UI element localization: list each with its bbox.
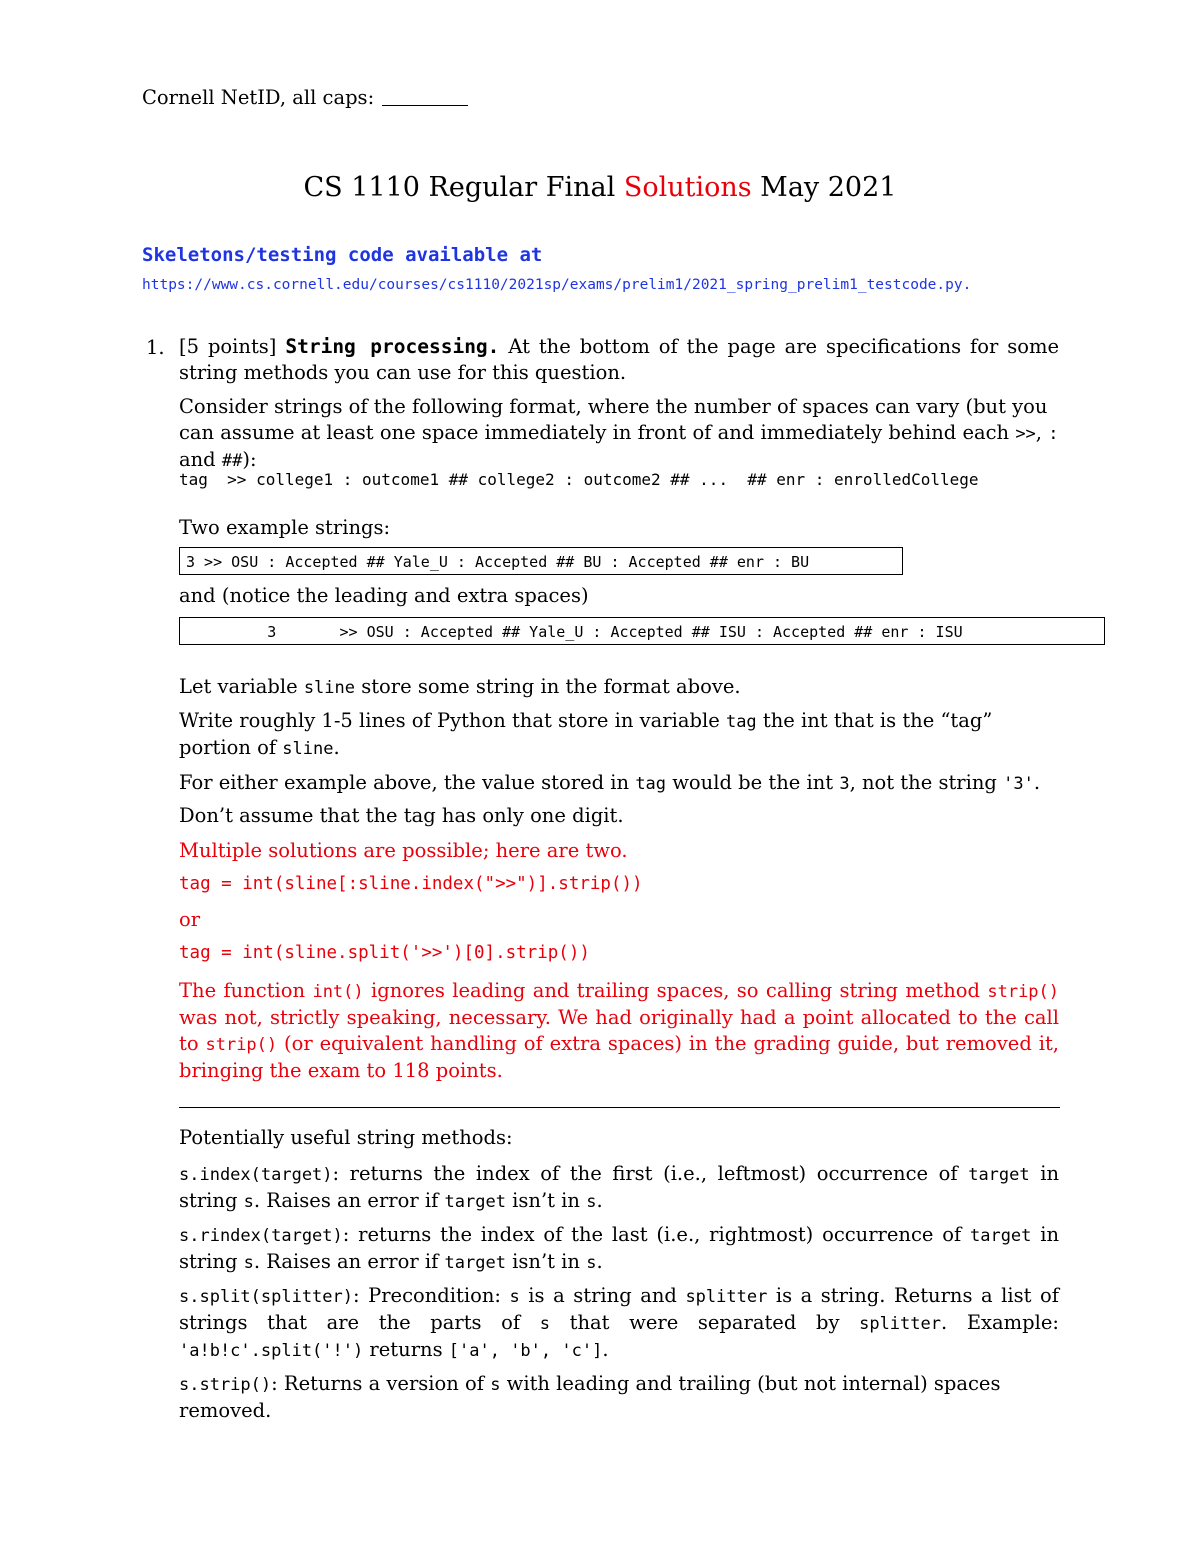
solution-code-1: tag = int(sline[:sline.index(">>")].strip()) — [179, 874, 643, 894]
method-index — [179, 1161, 1059, 1215]
netid-field — [142, 86, 468, 109]
sep: and — [179, 448, 222, 471]
var: target — [968, 1165, 1030, 1185]
var: target — [444, 1192, 506, 1212]
method-split — [179, 1283, 1059, 1364]
method-signature: s.split(splitter) — [179, 1287, 353, 1307]
text: : Precondition: — [353, 1284, 510, 1307]
text: . — [1033, 771, 1041, 794]
var: s — [586, 1192, 597, 1212]
skeleton-heading: Skeletons/testing code available at — [142, 244, 543, 266]
text: in string — [179, 1162, 1059, 1212]
text: store some string in the format above. — [355, 675, 741, 698]
var: target — [969, 1226, 1032, 1246]
text: For either example above, the value stored in — [179, 771, 636, 794]
text: : returns the index of the last (i.e., rightmost) occurrence of — [342, 1223, 970, 1246]
var-tag: tag — [635, 774, 667, 794]
var: s — [509, 1287, 520, 1307]
method-signature: s.rindex(target) — [179, 1226, 343, 1246]
skeleton-url[interactable]: https://www.cs.cornell.edu/courses/cs1110/2021sp/exams/prelim1/2021_spring_prelim1_testcode.py. — [142, 277, 972, 293]
var-sline: sline — [303, 678, 355, 698]
netid-blank[interactable] — [382, 105, 468, 106]
code-strip: strip() — [205, 1035, 278, 1055]
title-solutions: Solutions — [623, 172, 752, 203]
var-sline: sline — [282, 739, 334, 759]
question-number: 1. — [146, 336, 165, 359]
text: . — [333, 736, 340, 759]
code-strip: strip() — [987, 982, 1060, 1002]
var-tag: tag — [725, 712, 757, 732]
var: s — [539, 1314, 551, 1334]
solution-code-2: tag = int(sline.split('>>')[0].strip()) — [179, 943, 590, 963]
var: splitter — [859, 1314, 941, 1334]
question-points: [5 points] — [179, 335, 277, 358]
var: target — [444, 1253, 506, 1273]
var: s — [243, 1253, 254, 1273]
text: the int that is the “tag” portion of — [179, 709, 993, 759]
code-result: ['a', 'b', 'c'] — [448, 1341, 603, 1361]
token-arrow: >> — [1015, 424, 1036, 444]
text: returns — [363, 1338, 449, 1361]
text: . Raises an error if — [253, 1250, 445, 1273]
solution-note — [179, 978, 1059, 1084]
title-part2: May 2021 — [751, 172, 897, 203]
method-signature: s.strip() — [179, 1375, 272, 1395]
text: . — [602, 1338, 609, 1361]
text: : Returns a version of — [271, 1372, 491, 1395]
example-string-2: 3 >> OSU : Accepted ## Yale_U : Accepted ## ISU : Accepted ## enr : ISU — [179, 617, 1105, 645]
text: Let variable — [179, 675, 304, 698]
text: : returns the index of the first (i.e., leftmost) occurrence of — [332, 1162, 969, 1185]
format-intro — [179, 394, 1059, 474]
either-line — [179, 770, 1059, 797]
text: . — [596, 1189, 603, 1212]
methods-heading: Potentially useful string methods: — [179, 1126, 513, 1149]
text: is a string and — [519, 1284, 686, 1307]
and-notice: and (notice the leading and extra spaces) — [179, 584, 589, 607]
text: with leading and trailing (but not internal) spaces removed. — [179, 1372, 1001, 1422]
question-topic: String processing. — [285, 335, 500, 358]
var: s — [490, 1375, 501, 1395]
format-intro-text: Consider strings of the following format, where the number of spaces can vary (but you can assume at least one space immediately in front of and immediately behind each — [179, 395, 1048, 444]
text: . Raises an error if — [253, 1189, 445, 1212]
code-int: int() — [312, 982, 364, 1002]
text: (or equivalent handling of extra spaces) in the grading guide, but removed it, bringing the exam to 118 points. — [179, 1032, 1060, 1082]
method-strip — [179, 1371, 1059, 1424]
text: The function — [179, 979, 313, 1002]
var: s — [243, 1192, 254, 1212]
let-line — [179, 674, 1059, 701]
text: would be the int — [666, 771, 840, 794]
title-part1: CS 1110 Regular Final — [303, 172, 624, 203]
question-intro — [179, 334, 1059, 386]
code-example: 'a!b!c'.split('!') — [179, 1341, 364, 1361]
text: is a string. Returns a list of strings that are the parts of — [179, 1284, 1059, 1334]
int-3: 3 — [839, 774, 850, 794]
solution-or: or — [179, 908, 201, 931]
sep: ): — [242, 448, 257, 471]
text: . — [596, 1250, 603, 1273]
netid-label: Cornell NetID, all caps: — [142, 86, 375, 109]
token-hash: ## — [221, 451, 243, 471]
example-string-1: 3 >> OSU : Accepted ## Yale_U : Accepted ## BU : Accepted ## enr : BU — [179, 547, 903, 575]
method-signature: s.index(target) — [179, 1165, 333, 1185]
text: was not, strictly speaking, necessary. We had originally had a point allocated to the call to — [179, 1006, 1059, 1055]
text: Write roughly 1-5 lines of Python that store in variable — [179, 709, 726, 732]
token-colon: : — [1048, 424, 1059, 444]
examples-label: Two example strings: — [179, 516, 391, 539]
var: splitter — [685, 1287, 768, 1307]
page-title — [0, 172, 1200, 203]
var: s — [586, 1253, 597, 1273]
format-line: tag >> college1 : outcome1 ## college2 : outcome2 ## ... ## enr : enrolledCollege — [179, 470, 979, 489]
question-intro-text: At the bottom of the page are specifications for some string methods you can use for this question. — [179, 335, 1060, 384]
text: isn’t in — [505, 1189, 587, 1212]
text: . Example: — [940, 1311, 1059, 1334]
text: , not the string — [849, 771, 1004, 794]
str-3: '3' — [1003, 774, 1034, 794]
text: that were separated by — [550, 1311, 860, 1334]
sep: , — [1035, 421, 1049, 444]
text: isn’t in — [505, 1250, 587, 1273]
solution-intro: Multiple solutions are possible; here are two. — [179, 839, 628, 862]
text: in string — [179, 1223, 1059, 1273]
method-rindex — [179, 1222, 1059, 1276]
dont-line: Don’t assume that the tag has only one digit. — [179, 804, 624, 827]
divider — [179, 1107, 1060, 1108]
write-line — [179, 708, 1059, 762]
text: ignores leading and trailing spaces, so calling string method — [363, 979, 988, 1002]
